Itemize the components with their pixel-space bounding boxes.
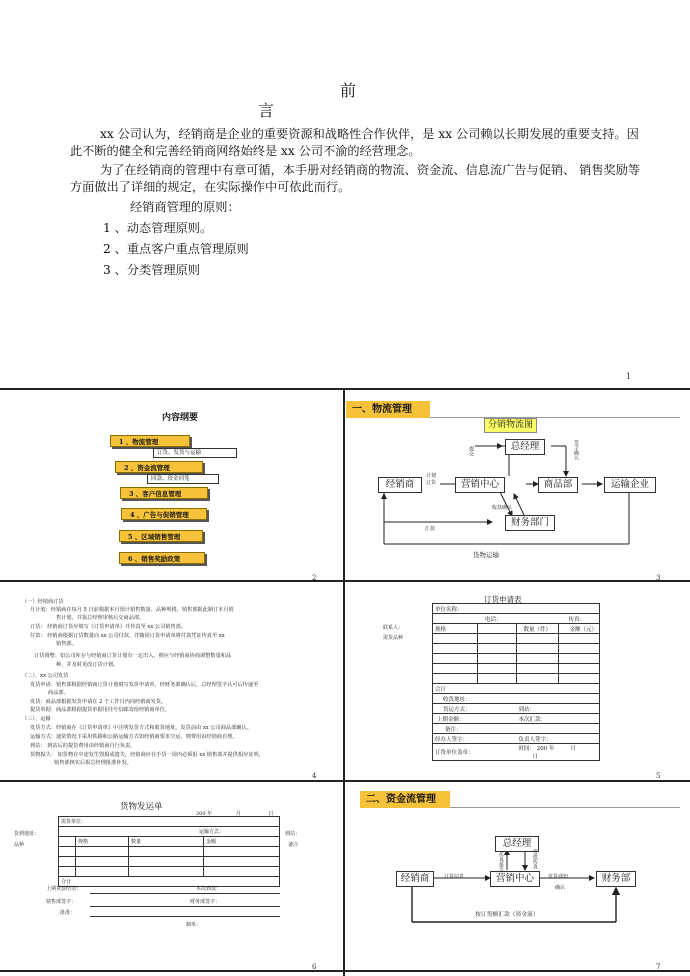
page-number-3: 3 xyxy=(656,574,661,582)
label-remit: 汇款 xyxy=(425,526,436,532)
label-confirm-7: 确认 xyxy=(555,885,566,891)
section-logistics: 一、物流管理 xyxy=(346,401,430,418)
page-number-5: 5 xyxy=(656,772,661,780)
toc-item-reward: 6 、销售奖励政策 xyxy=(119,552,205,564)
cell-time: 时间： 200 年 月 日 xyxy=(517,744,600,761)
cell-address: 收货地址： xyxy=(433,694,600,704)
p4-line-14: 发货方式：经销商在《订货申请单》中注明发货方式和收货地址。发货前由 xx 公司商品部确认。 xyxy=(30,725,252,731)
p4-line-7: 种，并及时更改订货计划。 xyxy=(56,662,119,668)
preface-title-char-2: 言 xyxy=(258,101,277,120)
label-confirm: 收款确认 xyxy=(492,505,513,511)
rule-6-b xyxy=(90,906,280,907)
p4-line-0: （一）经销商订货 xyxy=(22,599,64,605)
node-goods-dept: 商品部 xyxy=(538,477,578,493)
label-notify: 发货通知 xyxy=(548,874,569,880)
toc-item-region: 5 、区域销售管理 xyxy=(119,530,203,542)
label-order: 订货 xyxy=(426,480,437,486)
p4-line-17: 货物损失： 如货物在中途发生毁损或遗失，经销商应在手货一周内必须报 xx 销售部并提供相应证明， xyxy=(30,752,264,758)
label-arrival-6: 到站： xyxy=(285,831,301,837)
cell-shipping: 货运方式： xyxy=(433,704,517,714)
p4-line-9: 发货申请：销售部根据经销商订货计划填写发货申请单，经财务部确认后，总经理签字认可后传递至 xyxy=(30,682,259,688)
page-number-2: 2 xyxy=(312,574,317,582)
label-fax-approve: 签批传真 xyxy=(532,849,538,869)
cell-person-sign: 负责人签字： xyxy=(517,734,600,744)
page-number-7: 7 xyxy=(656,963,661,971)
p4-line-1: 月计划：经销商在每月 5 日前根据本月预计销售数量、品种规格，销售部据此制订本月销 xyxy=(30,607,234,613)
order-form-title: 订货申请表 xyxy=(484,595,522,604)
node-center-7: 营销中心 xyxy=(490,871,540,887)
label-last-balance: 上期货款结余： xyxy=(46,886,82,892)
principle-1: 1 、动态管理原则。 xyxy=(103,221,213,235)
arrow-center-finance xyxy=(499,490,512,516)
cell-spec-6: 规格 xyxy=(76,837,129,847)
rule-6-c xyxy=(90,916,280,917)
p4-line-11: 发货：商品部根据发货申请在 2 个工作日内向经销商发货。 xyxy=(30,699,167,705)
label-submit: 提交 xyxy=(468,446,474,456)
cell-qty: 数量（件） xyxy=(517,624,559,634)
cell-amount-6: 金额 xyxy=(204,837,280,847)
label-fax-in: 传真报告 xyxy=(498,852,504,872)
preface-paragraph-2: 为了在经销商的管理中有章可循，本手册对经销商的物流、资金流、信息流广告与促销、 销售奖励等方面做出了详细的规定，在实际操作中可依此而行。 xyxy=(70,163,641,194)
label-remark-6: 备注 xyxy=(288,842,299,848)
label-sales-sign: 销售部签字： xyxy=(46,899,77,905)
label-finance-sign: 财务部签字： xyxy=(190,899,221,905)
node-gm-7: 总经理 xyxy=(495,836,539,852)
rule-6-a xyxy=(90,893,280,894)
label-sign: 签字确认 xyxy=(573,440,579,460)
page-number-4: 4 xyxy=(312,772,317,780)
node-general-manager: 总经理 xyxy=(505,439,545,455)
cell-amount: 金额（元） xyxy=(558,624,600,634)
p4-line-3: 订货： 经销商订货应填写《订货申请单》并传真至 xx 公司销售部。 xyxy=(30,624,187,630)
label-maker: 制单： xyxy=(186,922,202,928)
principles-title: 经销商管理的原则： xyxy=(130,200,240,214)
logistics-caption: 货物运输 xyxy=(473,551,499,559)
divider-horizontal-2 xyxy=(0,580,690,582)
node-dealer: 经销商 xyxy=(378,477,422,493)
cell-qty-6: 数量 xyxy=(129,837,204,847)
cell-remark: 备注： xyxy=(433,724,600,734)
cell-uploaded: 上期金额： xyxy=(433,714,517,724)
node-transport: 运输企业 xyxy=(604,477,656,493)
cell-total-6: 合计 xyxy=(59,877,280,887)
shipping-date: 200 年 月 日 xyxy=(196,811,274,817)
cell-fax: 传真： xyxy=(517,614,600,624)
cell-need-unit: 需货单位： xyxy=(59,817,280,827)
p4-line-10: 商品部。 xyxy=(48,690,69,696)
label-current-payment: 本次到款： xyxy=(196,886,222,892)
p4-line-5: 销售部。 xyxy=(56,641,77,647)
label-variety: 需货品种 xyxy=(383,635,404,641)
label-dest: 货到地址： xyxy=(14,831,40,837)
p4-line-18: 销售部核实后报总经理批准补发。 xyxy=(54,760,132,766)
toc-item-capital: 2 、资金流管理 xyxy=(115,461,203,473)
toc-item-advert: 4 、广告与促销管理 xyxy=(121,508,207,520)
toc-item-customer: 3 、客户信息管理 xyxy=(120,487,208,499)
flow-chart-title: 分销物流图 xyxy=(484,418,537,433)
p4-line-13: （三）、运输 xyxy=(22,716,51,722)
node-marketing-center: 营销中心 xyxy=(455,477,505,493)
node-finance-dept: 财务部门 xyxy=(505,515,555,531)
p4-line-6: 订货调整：如公司库存与经销商订货计划有一定出入，则应与经销商协商调整数量和品 xyxy=(34,653,232,659)
p4-line-2: 售计划，并报总经理审核后交商品部。 xyxy=(56,615,145,621)
principle-2: 2 、重点客户重点管理原则 xyxy=(103,242,249,256)
cell-stamp: 订货单位盖章： xyxy=(433,744,517,761)
section-capital: 二、资金流管理 xyxy=(360,791,450,808)
label-approve: 批准： xyxy=(60,910,76,916)
toc-title: 内容纲要 xyxy=(162,413,199,423)
label-order-info: 订货信息 xyxy=(444,874,465,880)
toc-item-logistics: 1 、物流管理 xyxy=(110,435,190,447)
node-dealer-7: 经销商 xyxy=(396,871,434,887)
cell-empty xyxy=(478,624,517,634)
page-number-1: 1 xyxy=(626,372,632,381)
p4-line-8: （二）、xx 公司发货 xyxy=(22,673,69,679)
cell-total: 合计 xyxy=(433,684,600,694)
principle-3: 3 、分类管理原则 xyxy=(103,263,200,277)
capital-caption: 按订货额汇款（资金流） xyxy=(475,912,539,918)
p4-line-4: 付款： 经销商根据订货数量向 xx 公司付款，并随同订货申请单将付款凭证传真至 xx xyxy=(30,633,225,639)
cell-spec: 规格 xyxy=(433,624,478,634)
label-variety-6: 品种 xyxy=(14,842,25,848)
shipping-form-title: 货物发运单 xyxy=(120,802,163,812)
p4-line-16: 到站： 到站后的提货费用由经销商自行负责。 xyxy=(30,743,136,749)
toc-sub-logistics: 订货、发货与运输 xyxy=(153,448,237,458)
cell-phone: 电话： xyxy=(433,614,517,624)
divider-horizontal-4 xyxy=(0,970,690,972)
p4-line-12: 提货单据：商品部根据提货单据用挂号信邮寄给经销商单位。 xyxy=(30,707,171,713)
cell-method: 运输方式： xyxy=(59,827,280,837)
cell-unit: 单位名称： xyxy=(433,604,600,614)
p4-line-15: 运输方式：通常情况下采用铁路和公路运输方式如经销商要求空运，则费用由经销商自理。 xyxy=(30,734,238,740)
preface-title-char-1: 前 xyxy=(340,81,359,100)
toc-sub-capital: 回款、资金回笼 xyxy=(147,474,219,484)
preface-paragraph-1: xx 公司认为，经销商是企业的重要资源和战略性合作伙伴，是 xx 公司赖以长期发展的重要支持。因此不断的健全和完善经销商网络始终是 xx 公司不渝的经营理念。 xyxy=(70,127,639,158)
order-form-table xyxy=(432,603,600,761)
cell-current: 本次汇款： xyxy=(517,714,600,724)
page-number-6: 6 xyxy=(312,963,317,971)
shipping-form-table xyxy=(58,816,280,887)
label-plan: 计划 xyxy=(426,473,437,479)
node-finance-7: 财务部 xyxy=(596,871,636,887)
cell-arrival: 到站： xyxy=(517,704,600,714)
label-contact: 联系人： xyxy=(383,625,404,631)
arrow-finance-center xyxy=(514,494,524,515)
cell-handler-sign: 经办人签字： xyxy=(433,734,517,744)
